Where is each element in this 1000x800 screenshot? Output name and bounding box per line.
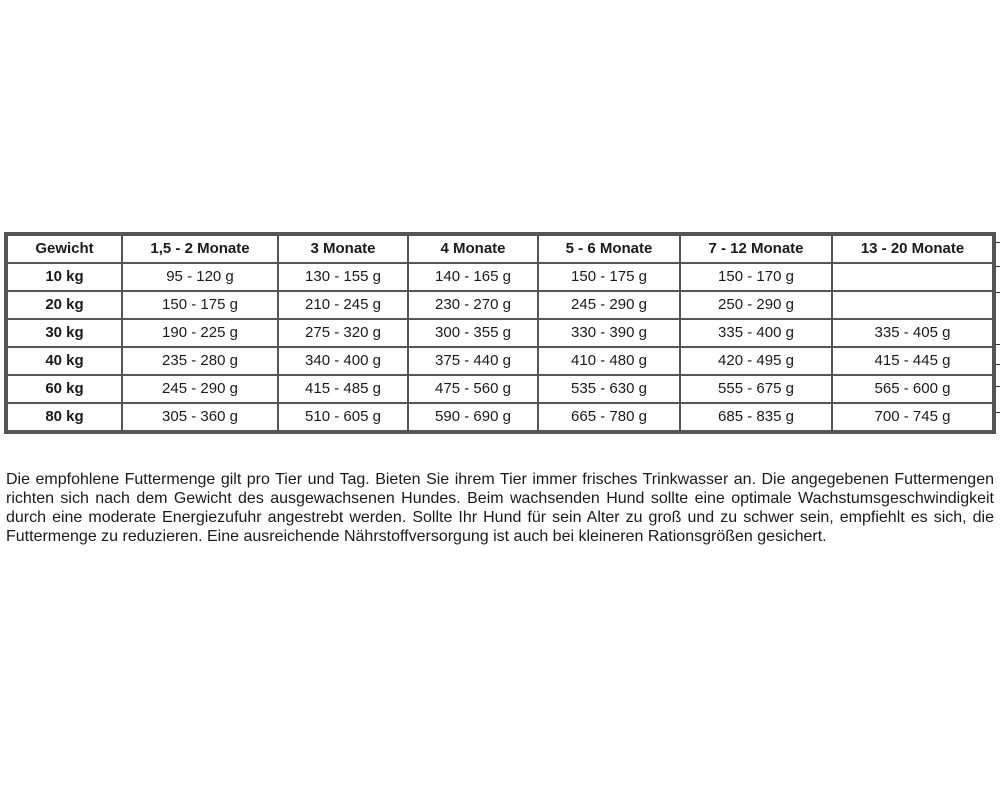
amount-cell: 685 - 835 g [680,403,832,430]
amount-cell: 475 - 560 g [408,375,538,403]
header-age-3-months: 3 Monate [278,236,408,263]
amount-cell: 275 - 320 g [278,319,408,347]
amount-cell: 190 - 225 g [122,319,278,347]
amount-cell: 535 - 630 g [538,375,680,403]
weight-cell: 40 kg [8,347,122,375]
amount-cell: 555 - 675 g [680,375,832,403]
amount-cell: 700 - 745 g [832,403,992,430]
header-age-13-20-months: 13 - 20 Monate [832,236,992,263]
amount-cell: 340 - 400 g [278,347,408,375]
amount-cell: 375 - 440 g [408,347,538,375]
amount-cell: 95 - 120 g [122,263,278,291]
amount-cell: 150 - 170 g [680,263,832,291]
amount-cell: 335 - 400 g [680,319,832,347]
table-row [8,291,992,319]
amount-cell: 150 - 175 g [122,291,278,319]
table-row [8,263,992,291]
amount-cell: 150 - 175 g [538,263,680,291]
table-row [8,375,992,403]
header-age-4-months: 4 Monate [408,236,538,263]
table-row [8,319,992,347]
amount-cell: 245 - 290 g [122,375,278,403]
edge-tick [996,386,1000,387]
amount-cell: 665 - 780 g [538,403,680,430]
edge-tick [996,292,1000,293]
weight-cell: 30 kg [8,319,122,347]
amount-cell: 415 - 445 g [832,347,992,375]
amount-cell [832,263,992,291]
edge-tick [996,242,1000,243]
weight-cell: 60 kg [8,375,122,403]
table-header-row [8,236,992,263]
amount-cell: 420 - 495 g [680,347,832,375]
amount-cell: 300 - 355 g [408,319,538,347]
table-row [8,403,992,430]
amount-cell: 510 - 605 g [278,403,408,430]
edge-tick [996,412,1000,413]
amount-cell: 245 - 290 g [538,291,680,319]
amount-cell: 330 - 390 g [538,319,680,347]
amount-cell: 130 - 155 g [278,263,408,291]
amount-cell: 565 - 600 g [832,375,992,403]
amount-cell [832,291,992,319]
feeding-table [8,236,992,430]
feeding-table-frame [4,232,996,434]
weight-cell: 20 kg [8,291,122,319]
header-age-5-6-months: 5 - 6 Monate [538,236,680,263]
table-row [8,347,992,375]
amount-cell: 235 - 280 g [122,347,278,375]
weight-cell: 80 kg [8,403,122,430]
header-age-1-5-2-months: 1,5 - 2 Monate [122,236,278,263]
edge-tick [996,344,1000,345]
amount-cell: 590 - 690 g [408,403,538,430]
feeding-note-paragraph: Die empfohlene Futtermenge gilt pro Tier und Tag. Bieten Sie ihrem Tier immer frisches Trinkwasser an. Die angegebenen Futtermengen richten sich nach dem Gewicht des ausgewachsenen Hundes. Beim wachsenden Hund sollte eine optimale Wachstumsgeschwindigkeit durch eine moderate Energiezufuhr angestrebt werden. Sollte Ihr Hund für sein Alter zu groß und zu schwer sein, empfiehlt es sich, die Futtermenge zu reduzieren. Eine ausreichende Nährstoffversorgung ist auch bei kleineren Rationsgrößen gesichert. [6,471,994,545]
amount-cell: 210 - 245 g [278,291,408,319]
amount-cell: 140 - 165 g [408,263,538,291]
edge-tick [996,364,1000,365]
amount-cell: 250 - 290 g [680,291,832,319]
header-weight: Gewicht [8,236,122,263]
header-age-7-12-months: 7 - 12 Monate [680,236,832,263]
edge-tick [996,266,1000,267]
amount-cell: 305 - 360 g [122,403,278,430]
cropped-edge-marks [994,236,1000,436]
amount-cell: 230 - 270 g [408,291,538,319]
amount-cell: 335 - 405 g [832,319,992,347]
amount-cell: 410 - 480 g [538,347,680,375]
amount-cell: 415 - 485 g [278,375,408,403]
weight-cell: 10 kg [8,263,122,291]
